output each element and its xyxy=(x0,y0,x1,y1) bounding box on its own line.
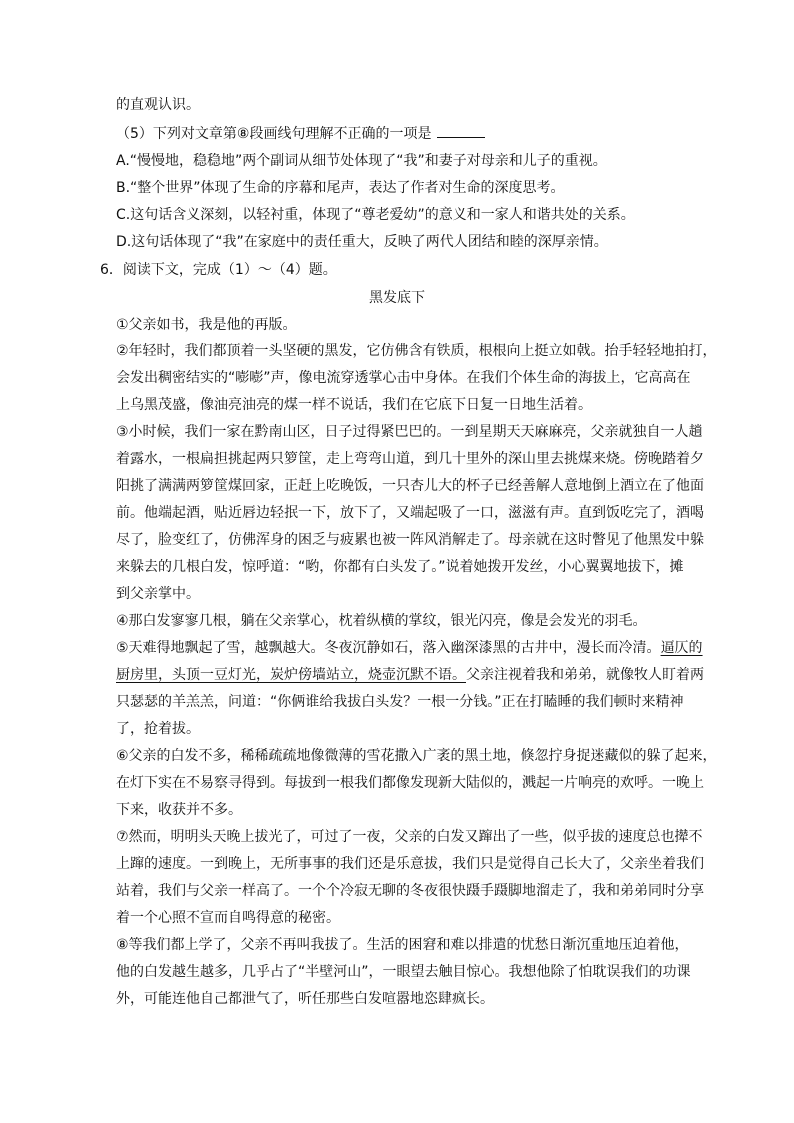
paragraph-7-line: ⑦然而，明明头天晚上拔光了，可过了一夜，父亲的白发又蹿出了一些，似乎拔的速度总也撵不 xyxy=(116,829,703,845)
answer-blank[interactable] xyxy=(437,123,485,138)
text-line: 的直观认识。 xyxy=(116,97,200,113)
option-d: D.这句话体现了“我”在家庭中的责任重大，反映了两代人团结和睦的深厚亲情。 xyxy=(116,234,608,250)
paragraph-3-line: 到父亲掌中。 xyxy=(116,586,200,602)
option-c: C.这句话含义深刻，以轻衬重，体现了“尊老爱幼”的意义和一家人和谐共处的关系。 xyxy=(116,207,635,223)
underlined-sentence: 逼仄的 xyxy=(660,640,703,656)
paragraph-3-line: 阳挑了满满两箩筐煤回家，正赶上吃晚饭，一只杏儿大的杯子已经善解人意地倒上酒立在了他面 xyxy=(116,478,704,494)
paragraph-6-line: ⑥父亲的白发不多，稀稀疏疏地像微薄的雪花撒入广袤的黑土地，倏忽拧身捉迷藏似的躲了起来， xyxy=(116,748,717,764)
paragraph-5-line: 只瑟瑟的羊羔羔，问道：“你俩谁给我拔白头发？一根一分钱。”正在打瞌睡的我们顿时来精神 xyxy=(116,694,684,710)
paragraph-3-line: ③小时候，我们一家在黔南山区，日子过得紧巴巴的。一到星期天天麻麻亮，父亲就独自一人趟 xyxy=(116,424,703,440)
paragraph-4: ④那白发寥寥几根，躺在父亲掌心，枕着纵横的掌纹，银光闪亮，像是会发光的羽毛。 xyxy=(116,613,647,629)
paragraph-6-line: 下来，收获并不多。 xyxy=(116,802,242,818)
paragraph-5-text: ⑤天难得地飘起了雪，越飘越大。冬夜沉静如石，落入幽深漆黑的古井中，漫长而冷清。 xyxy=(116,640,661,656)
paragraph-3-line: 前。他端起酒，贴近唇边轻抿一下，放下了，又端起吸了一口，滋滋有声。直到饭吃完了，酒喝 xyxy=(116,505,704,521)
underlined-sentence: 厨房里，头顶一豆灯光，炭炉傍墙站立，烧壶沉默不语。 xyxy=(116,667,466,683)
paragraph-5-line xyxy=(116,638,706,658)
paragraph-6-line: 在灯下实在不易察寻得到。每拔到一根我们都像发现新大陆似的，溅起一片响亮的欢呼。一晚上 xyxy=(116,775,704,791)
option-b: B.“整个世界”体现了生命的序幕和尾声，表达了作者对生命的深度思考。 xyxy=(116,180,565,196)
paragraph-2-line: 上乌黑茂盛，像油亮油亮的煤一样不说话，我们在它底下日复一日地生活着。 xyxy=(116,397,592,413)
paragraph-5-line: 了，抢着拔。 xyxy=(116,721,200,737)
paragraph-7-line: 着一个心照不宣而自鸣得意的秘密。 xyxy=(116,910,340,926)
option-a: A.“慢慢地，稳稳地”两个副词从细节处体现了“我”和妻子对母亲和儿子的重视。 xyxy=(116,153,607,169)
paragraph-5-line xyxy=(116,665,706,685)
paragraph-2-line: 会发出稠密结实的“嘭嘭”声，像电流穿透掌心击中身体。在我们个体生命的海拔上，它高高在 xyxy=(116,370,691,386)
paragraph-8-line: 外，可能连他自己都泄气了，听任那些白发喧嚣地恣肆疯长。 xyxy=(116,991,494,1007)
question-6-prompt: 6．阅读下文，完成（1）～（4）题。 xyxy=(100,262,337,278)
question-5-text: （5）下列对文章第⑧段画线句理解不正确的一项是 xyxy=(116,126,432,142)
paragraph-3-line: 来躲去的几根白发，惊呼道：“哟，你都有白头发了。”说着她拨开发丝，小心翼翼地拔下，摊 xyxy=(116,559,684,575)
paragraph-3-line: 着露水，一根扁担挑起两只箩筐，走上弯弯山道，到几十里外的深山里去挑煤来烧。傍晚踏着夕 xyxy=(116,451,704,467)
paragraph-5-text: 父亲注视着我和弟弟，就像牧人盯着两 xyxy=(466,667,704,683)
paragraph-8-line: ⑧等我们都上学了，父亲不再叫我拔了。生活的困窘和难以排遣的忧愁日渐沉重地压迫着他， xyxy=(116,937,689,953)
paragraph-1: ①父亲如书，我是他的再版。 xyxy=(116,317,297,333)
paragraph-8-line: 他的白发越生越多，几乎占了“半壁河山”，一眼望去触目惊心。我想他除了怕耽误我们的功课 xyxy=(116,964,691,980)
paragraph-7-line: 站着，我们与父亲一样高了。一个个冷寂无聊的冬夜很快蹑手蹑脚地溜走了，我和弟弟同时分享 xyxy=(116,883,704,899)
passage-title: 黑发底下 xyxy=(369,290,425,306)
paragraph-3-line: 尽了，脸变红了，仿佛浑身的困乏与疲累也被一阵风消解走了。母亲就在这时瞥见了他黑发中躲 xyxy=(116,532,704,548)
paragraph-2-line: ②年轻时，我们都顶着一头坚硬的黑发，它仿佛含有铁质，根根向上挺立如戟。抬手轻轻地拍打， xyxy=(116,343,717,359)
question-5 xyxy=(116,123,706,144)
paragraph-7-line: 上蹿的速度。一到晚上，无所事事的我们还是乐意拔，我们只是觉得自己长大了，父亲坐着我们 xyxy=(116,856,704,872)
